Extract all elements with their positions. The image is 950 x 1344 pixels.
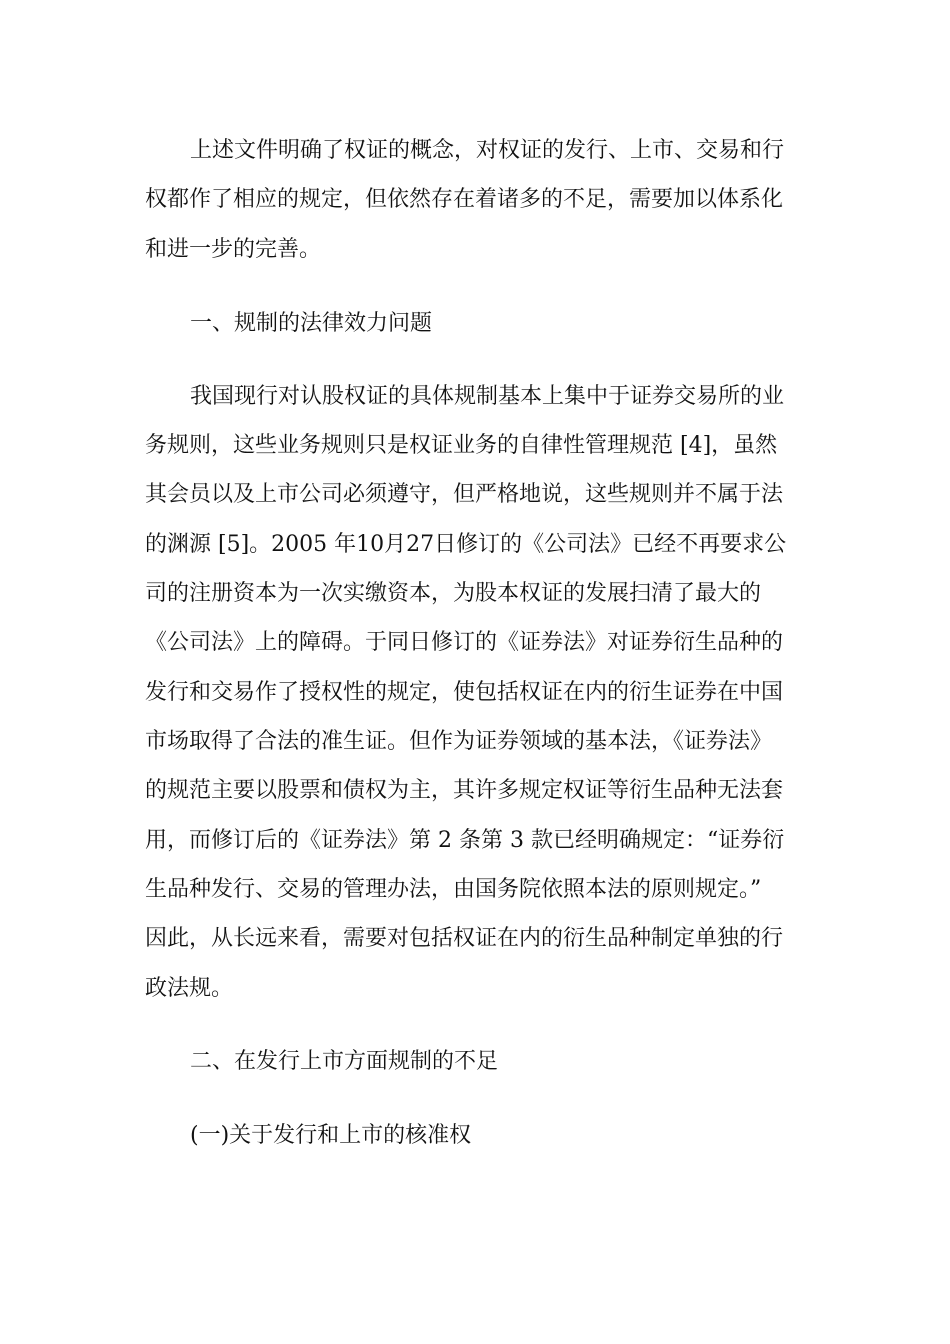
section-heading-2: 二、在发行上市方面规制的不足	[190, 1049, 499, 1074]
paragraph-2-line-11: 生品种发行、交易的管理办法，由国务院依照本法的原则规定。”	[145, 877, 762, 902]
paragraph-2-line-3: 其会员以及上市公司必须遵守，但严格地说，这些规则并不属于法	[145, 482, 784, 507]
paragraph-2-line-8: 市场取得了合法的准生证。但作为证券领域的基本法，《证券法》	[145, 729, 773, 754]
paragraph-2-line-2: 务规则，这些业务规则只是权证业务的自律性管理规范 [4]，虽然	[145, 433, 778, 458]
paragraph-2-line-10: 用，而修订后的《证券法》第 2 条第 3 款已经明确规定：“证券衍	[145, 828, 785, 853]
paragraph-2-line-1: 我国现行对认股权证的具体规制基本上集中于证券交易所的业	[190, 384, 785, 409]
paragraph-2-line-9: 的规范主要以股票和债权为主，其许多规定权证等衍生品种无法套	[145, 778, 784, 803]
paragraph-2-line-7: 发行和交易作了授权性的规定，使包括权证在内的衍生证券在中国	[145, 680, 784, 705]
paragraph-1-line-2: 权都作了相应的规定，但依然存在着诸多的不足，需要加以体系化	[145, 187, 784, 212]
paragraph-1-line-3: 和进一步的完善。	[145, 237, 322, 262]
subsection-heading-1: (一)关于发行和上市的核准权	[190, 1123, 472, 1148]
paragraph-2-line-6: 《公司法》上的障碍。于同日修订的《证券法》对证券衍生品种的	[145, 630, 784, 655]
paragraph-1-line-1: 上述文件明确了权证的概念，对权证的发行、上市、交易和行	[190, 138, 785, 163]
paragraph-2-line-12: 因此，从长远来看，需要对包括权证在内的衍生品种制定单独的行	[145, 926, 784, 951]
paragraph-2-line-4: 的渊源 [5]。2005 年10月27日修订的《公司法》已经不再要求公	[145, 532, 787, 557]
paragraph-2-line-5: 司的注册资本为一次实缴资本，为股本权证的发展扫清了最大的	[145, 581, 762, 606]
paragraph-2-line-13: 政法规。	[145, 976, 234, 1001]
section-heading-1: 一、规制的法律效力问题	[190, 311, 433, 336]
